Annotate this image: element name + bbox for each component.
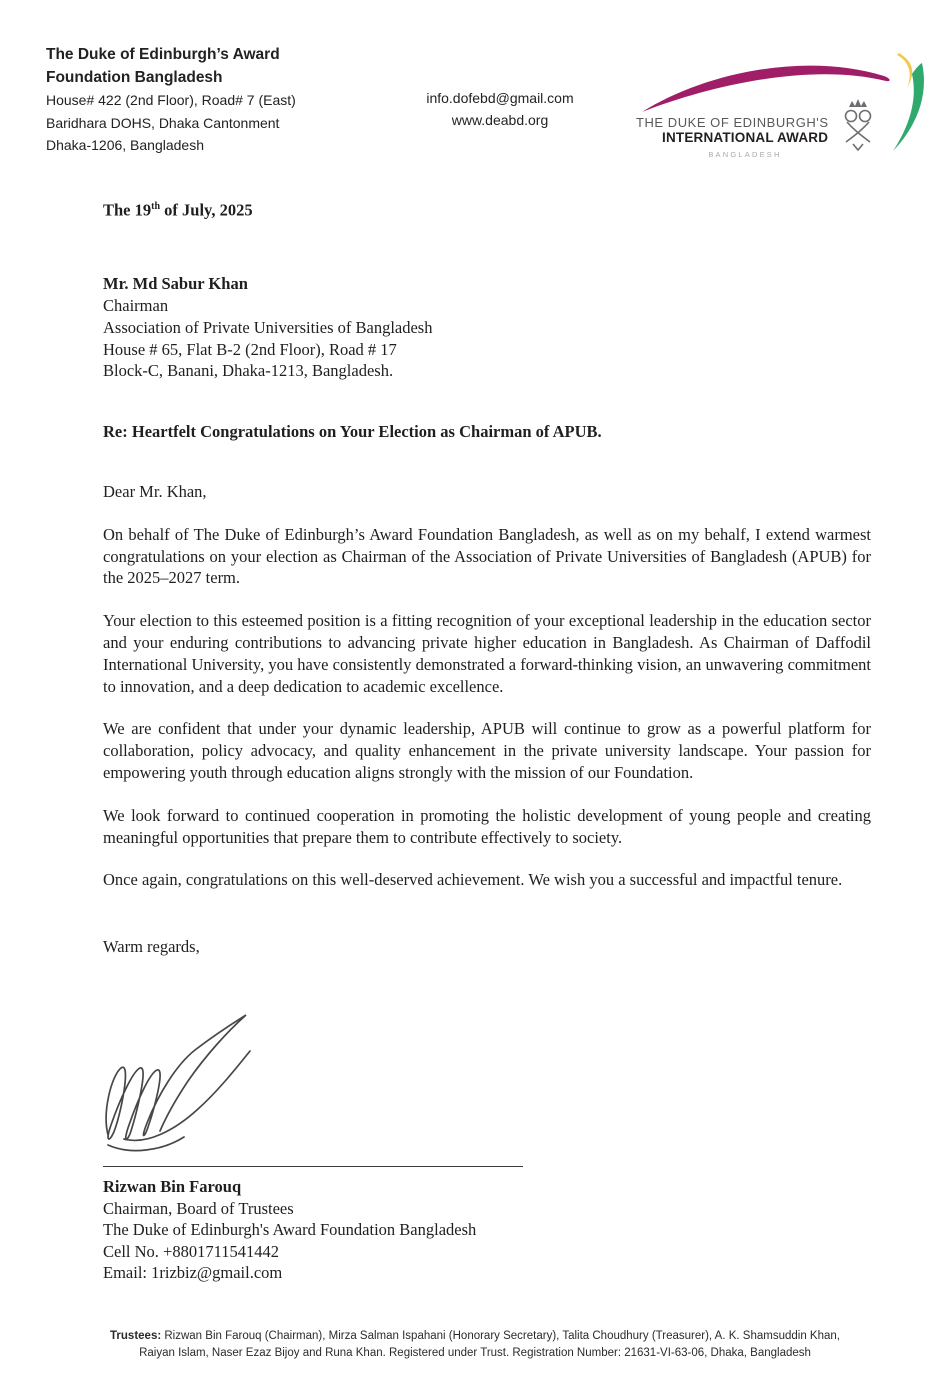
salutation: Dear Mr. Khan, [103, 482, 207, 502]
closing-phrase: Warm regards, [103, 937, 200, 957]
crown-emblem-icon [846, 99, 871, 150]
date-ordinal-suffix: th [151, 201, 161, 212]
subject-line: Re: Heartfelt Congratulations on Your Election as Chairman of APUB. [103, 422, 602, 442]
org-name-line2: Foundation Bangladesh [46, 68, 223, 86]
trustees-line2: Raiyan Islam, Naser Ezaz Bijoy and Runa Khan. Registered under Trust. Registration Number: 21631-VI-63-06, Dhaka, Bangladesh [139, 1347, 811, 1359]
paragraph-2: Your election to this esteemed position is a fitting recognition of your exceptional leadership in the education sector and your enduring contributions to advancing private higher education in Bangladesh. As Chairman of Daffodil International University, you have consistently demonstrated a forward-thinking vision, an unwavering commitment to innovation, and a deep dedication to academic excellence. [103, 611, 871, 696]
logo-text-line1: THE DUKE OF EDINBURGH'S [636, 115, 828, 130]
contact-email: info.dofebd@gmail.com [426, 90, 574, 106]
recipient-line: Chairman [103, 296, 169, 316]
paragraph-4: We look forward to continued cooperation in promoting the holistic development of young people and creating meaningful opportunities that prepare them to contribute effectively to society. [103, 805, 871, 847]
signer-name: Rizwan Bin Farouq [103, 1177, 242, 1196]
contact-website: www.deabd.org [451, 112, 549, 128]
date-prefix: The 19 [103, 200, 152, 220]
recipient-line: House # 65, Flat B-2 (2nd Floor), Road # 17 [103, 339, 397, 359]
org-address-block [46, 44, 296, 157]
signer-title: Chairman, Board of Trustees [103, 1198, 294, 1218]
org-address-line: Baridhara DOHS, Dhaka Cantonment [46, 114, 280, 131]
letter-date [103, 196, 871, 221]
recipient-block [103, 273, 871, 382]
contact-block [385, 87, 615, 131]
org-address-line: Dhaka-1206, Bangladesh [46, 137, 205, 153]
recipient-line: Association of Private Universities of Bangladesh [103, 317, 433, 337]
paragraph-3: We are confident that under your dynamic leadership, APUB will continue to grow as a powerful platform for collaboration, policy advocacy, and quality enhancement in the private university landscape. Your passion for empowering youth through education aligns strongly with the mission of our Foundation. [103, 719, 871, 783]
dofe-award-logo [628, 48, 930, 162]
signer-phone: Cell No. +8801711541442 [103, 1241, 279, 1261]
signer-block [103, 1176, 476, 1284]
signature-rule [103, 1166, 523, 1167]
trustees-label: Trustees: [110, 1330, 162, 1342]
logo-text-line2: INTERNATIONAL AWARD [662, 130, 828, 145]
dofe-award-logo-graphic [628, 48, 930, 162]
logo-flame-yellow [897, 53, 912, 88]
paragraph-5: Once again, congratulations on this well-deserved achievement. We wish you a successful and impactful tenure. [103, 870, 843, 890]
recipient-line: Block-C, Banani, Dhaka-1213, Bangladesh. [103, 361, 394, 381]
signer-email: Email: 1rizbiz@gmail.com [103, 1263, 283, 1282]
paragraph-1: On behalf of The Duke of Edinburgh’s Award Foundation Bangladesh, as well as on my behalf, I extend warmest congratulations on your election as Chairman of the Association of Private Universities of Bangladesh (APUB) for the 2025–2027 term. [103, 524, 871, 588]
trustees-footer [60, 1328, 890, 1362]
trustees-line1 [60, 1328, 890, 1345]
letter-body [103, 196, 871, 958]
handwritten-signature [100, 1005, 310, 1160]
recipient-name: Mr. Md Sabur Khan [103, 274, 248, 294]
logo-flame-green [893, 63, 924, 151]
logo-text-line3: BANGLADESH [708, 150, 782, 159]
date-suffix: of July, 2025 [160, 200, 253, 220]
trustees-line1-text: Rizwan Bin Farouq (Chairman), Mirza Salman Ispahani (Honorary Secretary), Talita Choudhury (Treasurer), A. K. Shamsuddin Khan, [161, 1330, 840, 1342]
signer-org: The Duke of Edinburgh's Award Foundation Bangladesh [103, 1220, 477, 1239]
org-address-line: House# 422 (2nd Floor), Road# 7 (East) [46, 92, 296, 108]
org-name-line1: The Duke of Edinburgh’s Award [46, 46, 280, 63]
